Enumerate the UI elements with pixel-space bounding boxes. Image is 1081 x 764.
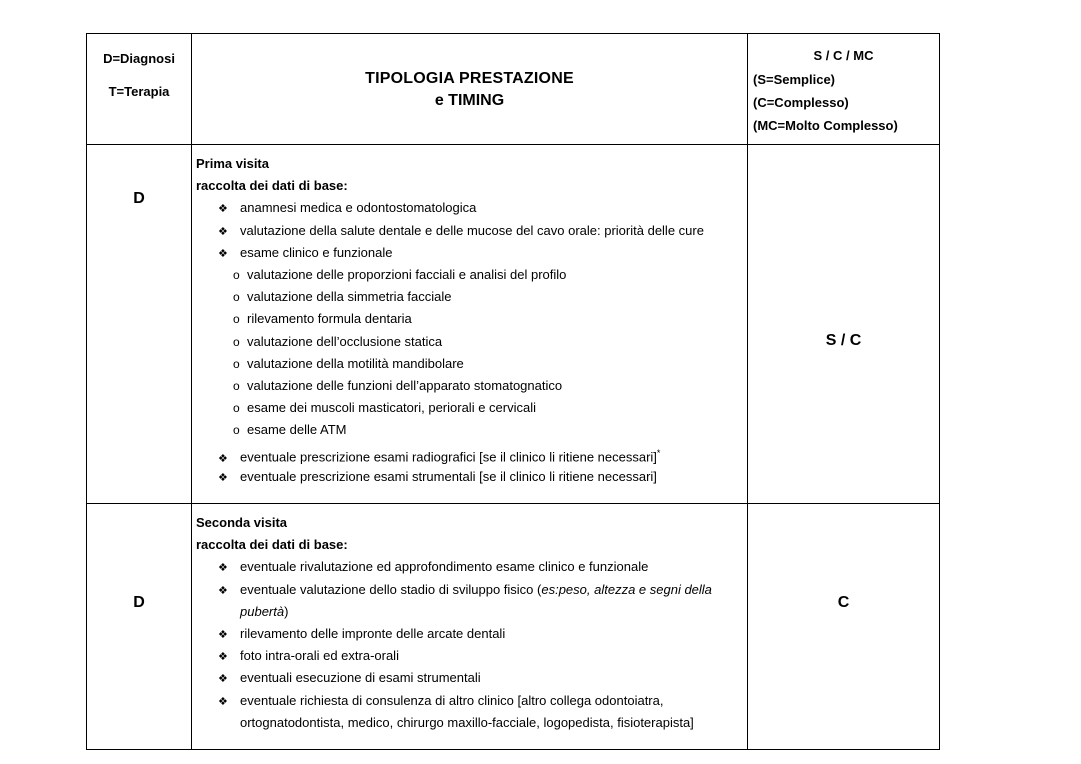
row-complexity: C bbox=[837, 594, 850, 611]
diamond-bullet-icon: ❖ bbox=[218, 695, 228, 708]
circle-bullet-icon: o bbox=[233, 267, 240, 282]
list-item: ❖ eventuali esecuzione di esami strumentali bbox=[196, 669, 747, 691]
visit-subtitle: raccolta dei dati di base: bbox=[196, 178, 348, 194]
circle-bullet-icon: o bbox=[233, 423, 240, 438]
sub-list-item: o rilevamento formula dentaria bbox=[233, 311, 412, 327]
sub-list-item: o esame delle ATM bbox=[233, 422, 347, 438]
list-item: ❖ eventuale richiesta di consulenza di altro clinico [altro collega odontoiatra, bbox=[196, 692, 747, 714]
list-item: ❖ esame clinico e funzionale bbox=[196, 244, 747, 266]
sub-list-item: o valutazione delle funzioni dell’apparato stomatognatico bbox=[233, 377, 563, 393]
list-item-continuation: pubertà) bbox=[240, 603, 289, 619]
visit-subtitle: raccolta dei dati di base: bbox=[196, 537, 348, 553]
list-item: ❖ eventuale prescrizione esami strumentali [se il clinico li ritiene necessari] bbox=[196, 468, 747, 490]
row-code-cell bbox=[87, 145, 192, 504]
header-row bbox=[87, 34, 940, 145]
table-row-seconda-visita bbox=[87, 504, 940, 750]
list-item: ❖ eventuale rivalutazione ed approfondimento esame clinico e funzionale bbox=[196, 558, 747, 580]
row-content-cell bbox=[192, 145, 748, 504]
header-subtitle: e TIMING bbox=[434, 92, 505, 109]
footnote-mark: * bbox=[656, 448, 661, 459]
diamond-bullet-icon: ❖ bbox=[218, 247, 228, 260]
list-item: ❖ eventuale prescrizione esami radiografici [se il clinico li ritiene necessari]* bbox=[196, 445, 747, 467]
complexity-legend-mc: (MC=Molto Complesso) bbox=[753, 118, 898, 133]
diamond-bullet-icon: ❖ bbox=[218, 452, 228, 465]
list-item: ❖ rilevamento delle impronte delle arcate dentali bbox=[196, 625, 747, 647]
visit-title: Seconda visita bbox=[196, 515, 288, 530]
circle-bullet-icon: o bbox=[233, 378, 240, 393]
diamond-bullet-icon: ❖ bbox=[218, 628, 228, 641]
row-code-cell bbox=[87, 504, 192, 750]
diamond-bullet-icon: ❖ bbox=[218, 225, 228, 238]
header-title: TIPOLOGIA PRESTAZIONE bbox=[365, 70, 574, 87]
legend-diagnosi: D=Diagnosi bbox=[103, 51, 175, 66]
row-complexity-cell bbox=[748, 145, 940, 504]
header-type-cell bbox=[192, 34, 748, 145]
diamond-bullet-icon: ❖ bbox=[218, 584, 228, 597]
diamond-bullet-icon: ❖ bbox=[218, 651, 228, 664]
list-item: ❖ eventuale valutazione dello stadio di sviluppo fisico (es:peso, altezza e segni della bbox=[196, 581, 747, 603]
row-complexity: S / C bbox=[825, 332, 862, 349]
visit-title: Prima visita bbox=[196, 156, 269, 171]
list-item: ❖ foto intra-orali ed extra-orali bbox=[196, 647, 747, 669]
diamond-bullet-icon: ❖ bbox=[218, 673, 228, 686]
circle-bullet-icon: o bbox=[233, 312, 240, 327]
prestazioni-table bbox=[86, 33, 940, 750]
list-item: ❖ valutazione della salute dentale e delle mucose del cavo orale: priorità delle cure bbox=[196, 222, 747, 244]
circle-bullet-icon: o bbox=[233, 356, 240, 371]
complexity-legend-c: (C=Complesso) bbox=[753, 95, 849, 110]
legend-terapia: T=Terapia bbox=[108, 84, 170, 99]
header-code-cell bbox=[87, 34, 192, 145]
row-complexity-cell bbox=[748, 504, 940, 750]
circle-bullet-icon: o bbox=[233, 334, 240, 349]
list-item: ❖ anamnesi medica e odontostomatologica bbox=[196, 199, 747, 221]
row-code: D bbox=[133, 594, 145, 611]
complexity-legend-s: (S=Semplice) bbox=[753, 72, 836, 87]
diamond-bullet-icon: ❖ bbox=[218, 471, 228, 484]
sub-list-item: o valutazione delle proporzioni facciali e analisi del profilo bbox=[233, 266, 567, 282]
table-row-prima-visita bbox=[87, 145, 940, 504]
row-code: D bbox=[133, 190, 145, 207]
circle-bullet-icon: o bbox=[233, 401, 240, 416]
diamond-bullet-icon: ❖ bbox=[218, 203, 228, 216]
sub-list-item: o esame dei muscoli masticatori, periorali e cervicali bbox=[233, 400, 536, 416]
row-content-cell bbox=[192, 504, 748, 750]
list-item-continuation: ortognatodontista, medico, chirurgo maxillo-facciale, logopedista, fisioterapista] bbox=[240, 714, 694, 730]
diamond-bullet-icon: ❖ bbox=[218, 562, 228, 575]
sub-list-item: o valutazione della simmetria facciale bbox=[233, 289, 452, 305]
header-complexity-cell bbox=[748, 34, 940, 145]
sub-list-item: o valutazione della motilità mandibolare bbox=[233, 355, 464, 371]
circle-bullet-icon: o bbox=[233, 290, 240, 305]
sub-list-item: o valutazione dell’occlusione statica bbox=[233, 333, 443, 349]
complexity-heading: S / C / MC bbox=[813, 48, 874, 63]
